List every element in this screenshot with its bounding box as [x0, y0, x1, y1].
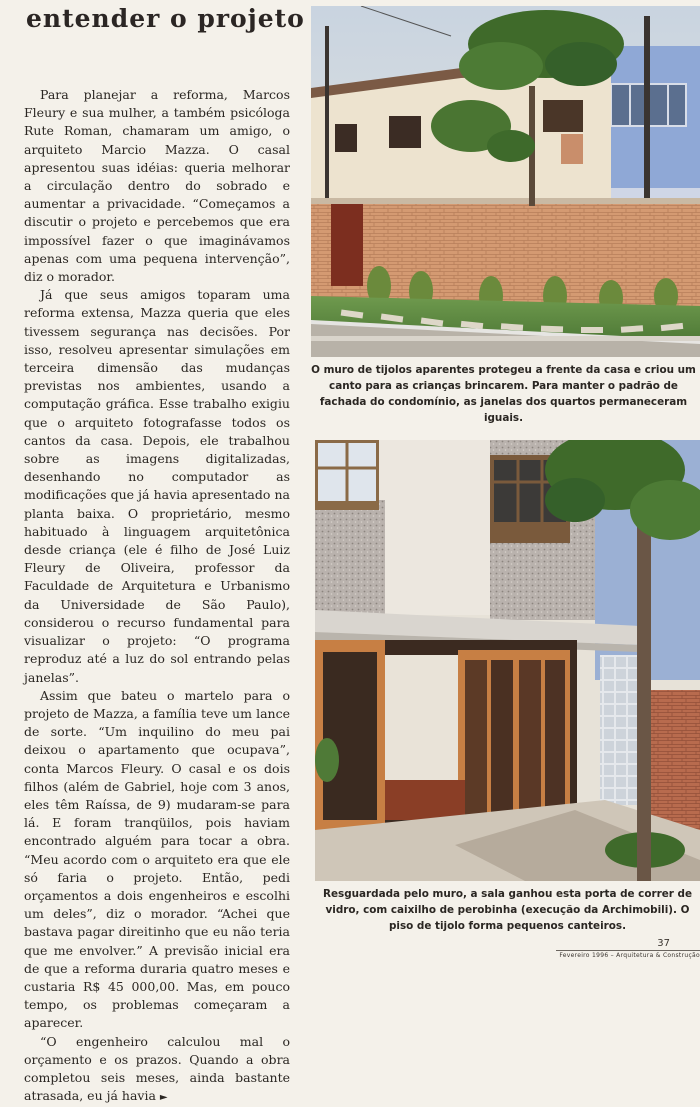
article-body [24, 86, 290, 1107]
house-front-photo [311, 6, 700, 357]
continue-arrow-icon: ► [159, 1092, 168, 1104]
photo-caption: O muro de tijolos aparentes protegeu a frente da casa e criou um canto para as crianças brincarem. Para manter o padrão de fachada do condomínio, as janelas dos quartos permaneceram iguais. [311, 364, 696, 424]
footer-divider [556, 950, 700, 951]
paragraph-text: “O engenheiro calculou mal o orçamento e os prazos. Quando a obra completou seis meses, ainda bastante atrasada, eu já havia [24, 1033, 290, 1104]
living-room-photo [315, 440, 700, 881]
section-heading: entender o projeto [26, 4, 305, 33]
paragraph: Já que seus amigos toparam uma reforma extensa, Mazza queria que eles tivessem segurança nas decisões. Por isso, resolveu apresentar simulações em terceira dimensão das mudanças previstas nos ambientes, usando a computação gráfica. Esse trabalho exigiu que o arquiteto fotografasse todos os cantos da casa. Depois, ele trabalhou sobre as imagens digitalizadas, desenhando no computador as modificações que já havia apresentado na planta baixa. O proprietário, mesmo habituado à linguagem arquitetônica desde criança (ele é filho de José Luiz Fleury de Oliveira, professor da Faculdade de Arquitetura e Urbanismo da Universidade de São Paulo), considerou o recurso fundamental para visualizar o projeto: “O programa reproduz até a luz do sol entrando pelas janelas”. [24, 287, 290, 685]
paragraph: Assim que bateu o martelo para o projeto de Mazza, a família teve um lance de sorte. “Um inquilino do meu pai deixou o apartamento que ocupava”, conta Marcos Fleury. O casal e os dois filhos (além de Gabriel, hoje com 3 anos, eles têm Raíssa, de 9) mudaram-se para lá. E foram tranqüilos, pois haviam encontrado alguém para tocar a obra. “Meu acordo com o arquiteto era que ele só faria o projeto. Então, pedi orçamentos a dois engenheiros e escolhi um deles”, diz o morador. “Achei que bastava pagar direitinho que eu não teria que me envolver.” A previsão inicial era de que a reforma duraria quatro meses e custaria R$ 45 000,00. Mas, em pouco tempo, os problemas começaram a aparecer. [24, 687, 290, 1031]
page-footer [556, 938, 700, 959]
paragraph-last [24, 1033, 290, 1107]
paragraph: Para planejar a reforma, Marcos Fleury e sua mulher, a também psicóloga Rute Roman, chamaram um amigo, o arquiteto Marcio Mazza. O casal apresentou suas idéias: queria melhorar a circulação dentro do sobrado e aumentar a privacidade. “Começamos a discutir o projeto e percebemos que era impossível fazer o que imaginávamos apenas com uma pequena intervenção”, diz o morador. [24, 87, 290, 285]
photo-caption: Resguardada pelo muro, a sala ganhou esta porta de correr de vidro, com caixilho de perobinha (execução da Archimobili). O piso de tijolo forma pequenos canteiros. [322, 888, 693, 932]
article-column [0, 0, 305, 1104]
issue-line: Fevereiro 1996 – Arquitetura & Construção [559, 952, 700, 959]
page-number: 37 [657, 938, 670, 949]
